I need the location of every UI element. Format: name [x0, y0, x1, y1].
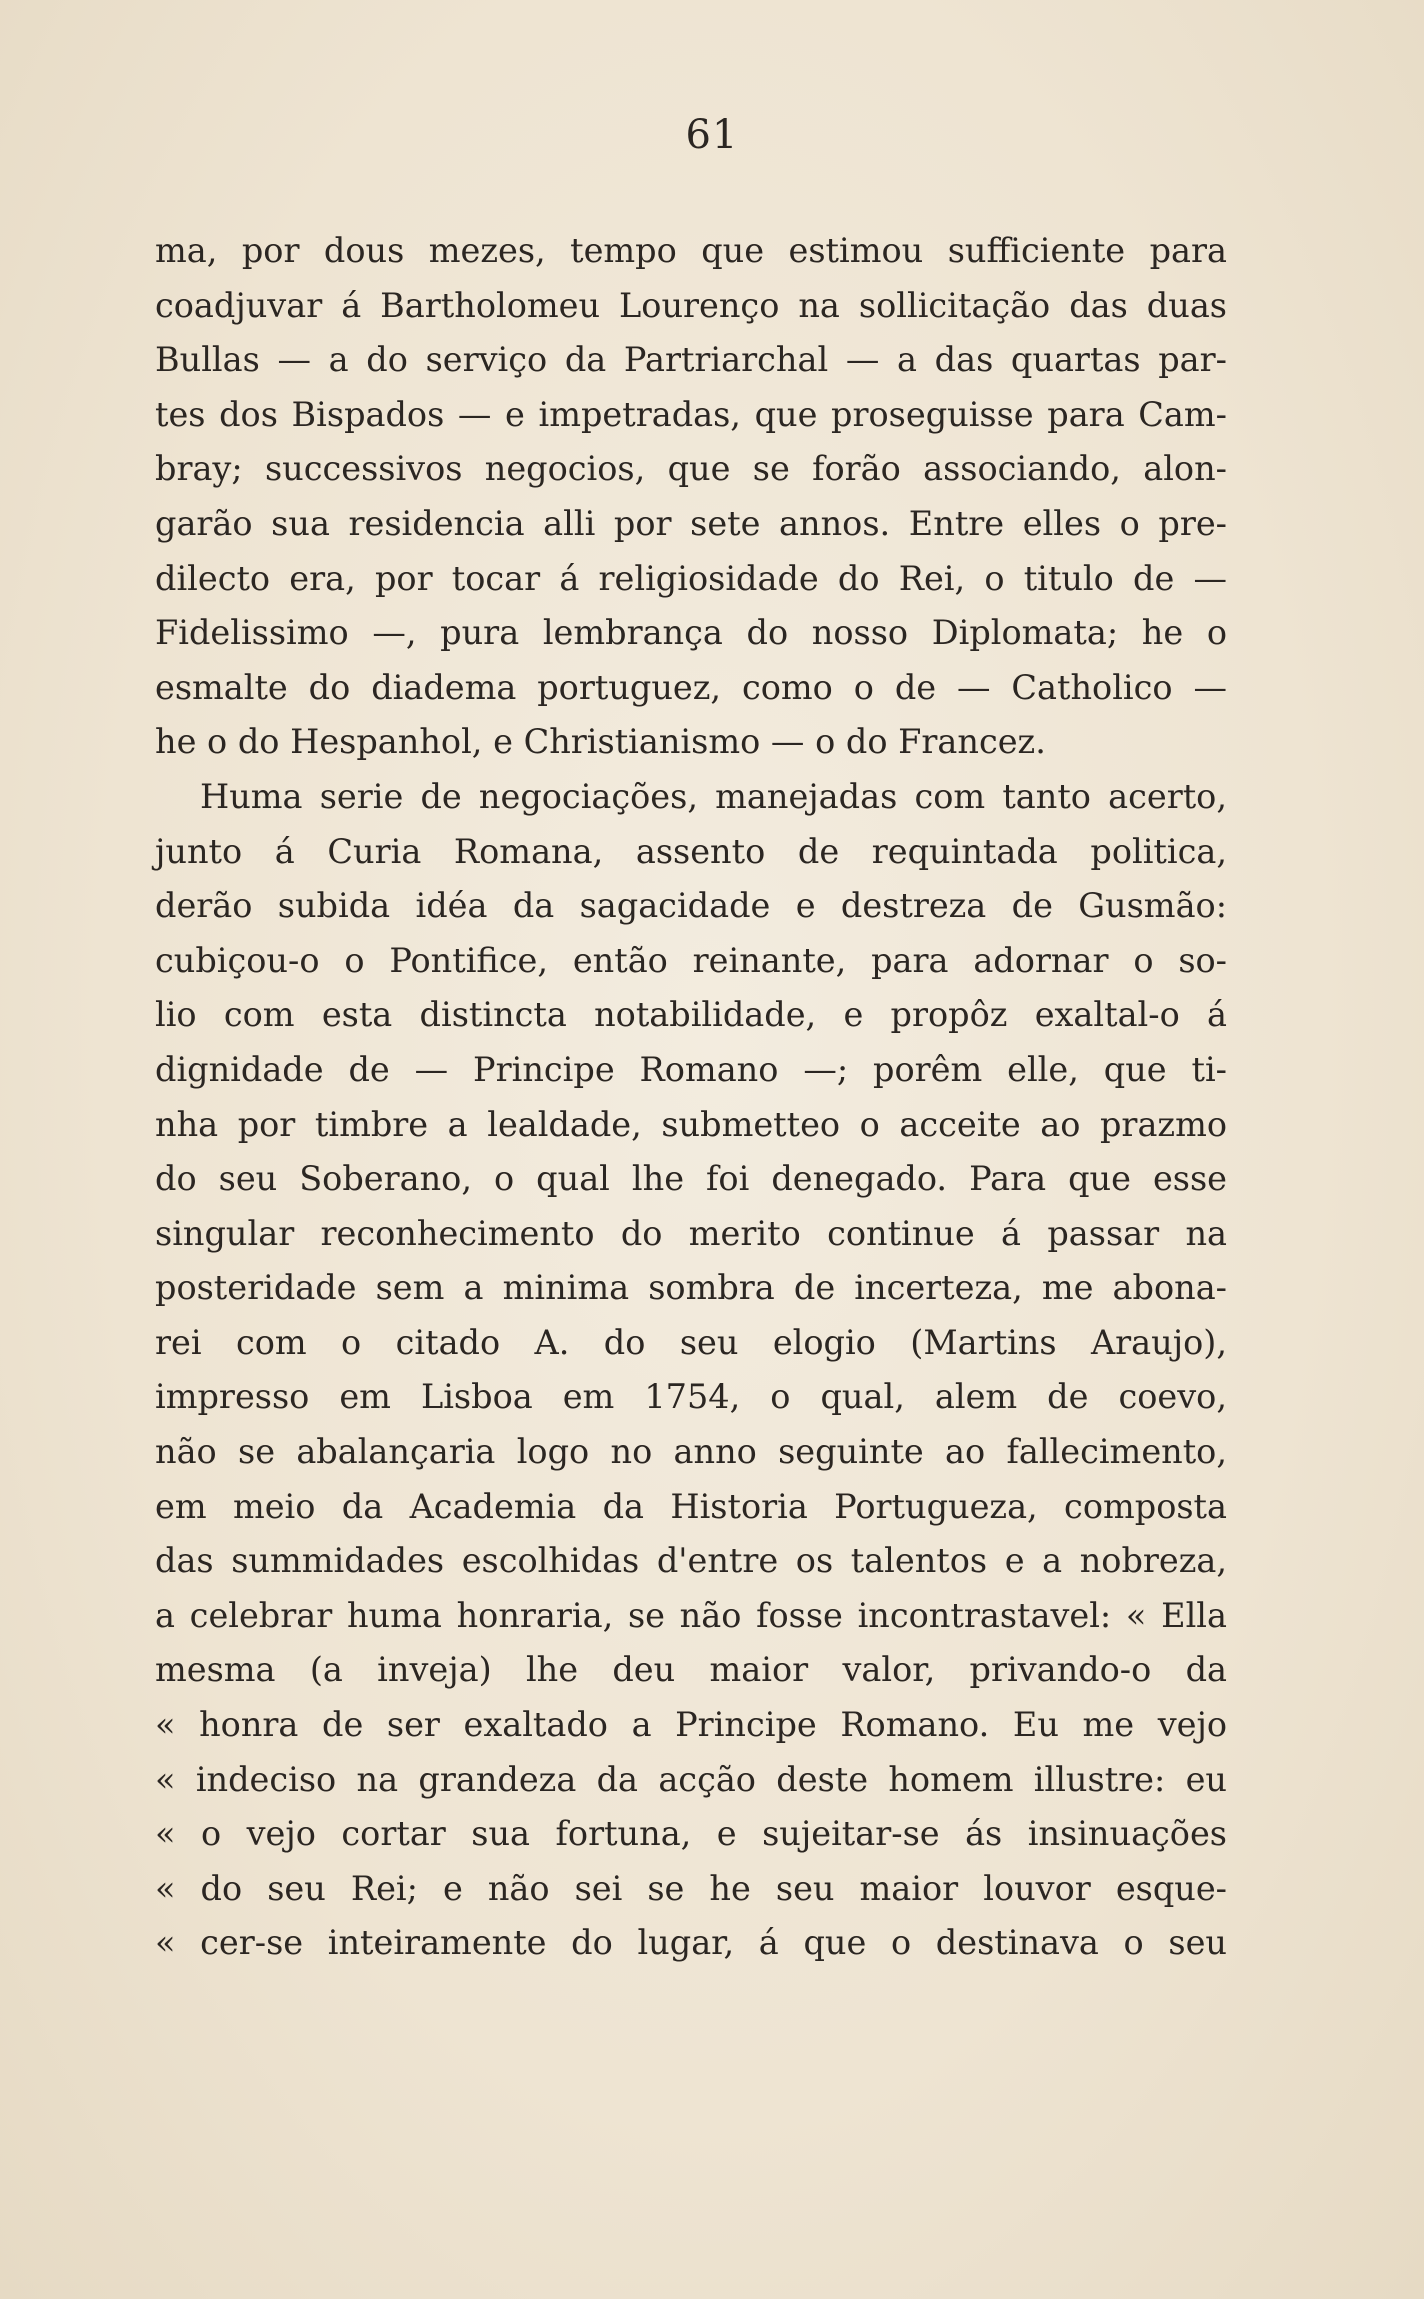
- text-line: a celebrar huma honraria, se não fosse incontrastavel: « Ella: [155, 1595, 1227, 1635]
- text-line: rei com o citado A. do seu elogio (Martins Araujo),: [155, 1322, 1227, 1362]
- text-line: « indeciso na grandeza da acção deste homem illustre: eu: [155, 1759, 1227, 1799]
- text-line: tes dos Bispados — e impetradas, que proseguisse para Cam-: [155, 394, 1227, 434]
- text-line: nha por timbre a lealdade, submetteo o acceite ao prazmo: [155, 1104, 1227, 1144]
- text-line: dignidade de — Principe Romano —; porêm elle, que ti-: [155, 1049, 1227, 1089]
- text-line: mesma (a inveja) lhe deu maior valor, privando-o da: [155, 1650, 1227, 1690]
- text-line: dilecto era, por tocar á religiosidade do Rei, o titulo de —: [155, 558, 1227, 598]
- text-line: « honra de ser exaltado a Principe Romano. Eu me vejo: [155, 1705, 1227, 1745]
- text-line: garão sua residencia alli por sete annos. Entre elles o pre-: [155, 503, 1227, 543]
- text-line: ma, por dous mezes, tempo que estimou sufficiente para: [155, 231, 1227, 270]
- text-line: Fidelissimo —, pura lembrança do nosso Diplomata; he o: [155, 613, 1227, 653]
- text-line: do seu Soberano, o qual lhe foi denegado. Para que esse: [155, 1159, 1227, 1199]
- text-line: singular reconhecimento do merito continue á passar na: [155, 1213, 1227, 1253]
- text-line: das summidades escolhidas d'entre os talentos e a nobreza,: [155, 1541, 1227, 1581]
- text-line: em meio da Academia da Historia Portugueza, composta: [155, 1486, 1227, 1526]
- text-line: coadjuvar á Bartholomeu Lourenço na sollicitação das duas: [155, 285, 1227, 325]
- text-line: cubiçou-o o Pontifice, então reinante, para adornar o so-: [155, 940, 1227, 980]
- text-line: Bullas — a do serviço da Partriarchal — a das quartas par-: [155, 340, 1227, 380]
- text-line: derão subida idéa da sagacidade e destreza de Gusmão:: [155, 886, 1227, 926]
- text-line: « cer-se inteiramente do lugar, á que o destinava o seu: [155, 1923, 1227, 1963]
- text-line: « o vejo cortar sua fortuna, e sujeitar-se ás insinuações: [155, 1814, 1227, 1854]
- text-line: he o do Hespanhol, e Christianismo — o do Francez.: [155, 722, 1046, 762]
- text-line: impresso em Lisboa em 1754, o qual, alem de coevo,: [155, 1377, 1227, 1417]
- text-line: esmalte do diadema portuguez, como o de — Catholico —: [155, 667, 1227, 707]
- text-line: posteridade sem a minima sombra de incerteza, me abona-: [155, 1268, 1227, 1308]
- text-line: « do seu Rei; e não sei se he seu maior louvor esque-: [155, 1868, 1227, 1908]
- page-number: 61: [685, 112, 739, 158]
- text-line: Huma serie de negociações, manejadas com tanto acerto,: [200, 776, 1227, 816]
- text-line: junto á Curia Romana, assento de requintada politica,: [155, 831, 1227, 871]
- text-line: não se abalançaria logo no anno seguinte ao fallecimento,: [155, 1432, 1227, 1472]
- text-line: lio com esta distincta notabilidade, e propôz exaltal-o á: [155, 995, 1227, 1035]
- body-text: [155, 224, 1227, 1971]
- text-line: bray; successivos negocios, que se forão associando, alon-: [155, 449, 1227, 489]
